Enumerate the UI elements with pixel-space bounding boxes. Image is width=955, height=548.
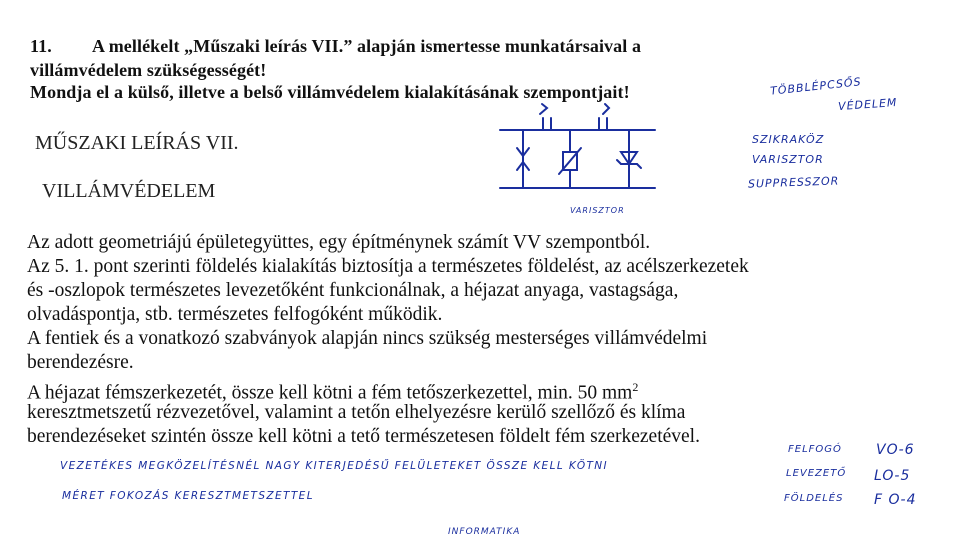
body-line-7-text: A héjazat fémszerkezetét, össze kell kötni a fém tetőszerkezettel, min. 50 mm bbox=[27, 382, 633, 404]
body-line-5: A fentiek és a vonatkozó szabványok alapján nincs szükség mesterséges villámvédelmi bbox=[27, 328, 708, 349]
body-line-9: berendezéseket szintén össze kell kötni a tető természetesen földelt fém szerkezetével. bbox=[27, 426, 700, 447]
diagram-label-varistor: VARISZTOR bbox=[570, 206, 625, 215]
legend-air-termination-label: FELFOGÓ bbox=[788, 444, 842, 455]
document-title: MŰSZAKI LEÍRÁS VII. bbox=[35, 132, 239, 154]
body-line-3: és -oszlopok természetes levezetőként funkcionálnak, a héjazat anyaga, vastagsága, bbox=[27, 280, 679, 301]
legend-down-conductor-code: LO-5 bbox=[874, 468, 911, 484]
legend-air-termination-code: VO-6 bbox=[876, 442, 915, 458]
question-text-1: A mellékelt „Műszaki leírás VII.” alapján ismertesse munkatársaival a bbox=[92, 36, 642, 56]
body-line-6: berendezésre. bbox=[27, 352, 134, 373]
legend-earthing-code: F O-4 bbox=[874, 492, 917, 508]
note-spark-gap: SZIKRAKÖZ bbox=[752, 133, 825, 146]
body-line-4: olvadáspontja, stb. természetes felfogóként működik. bbox=[27, 304, 443, 325]
question-line-2: villámvédelem szükségességét! bbox=[30, 60, 267, 80]
body-line-1: Az adott geometriájú épületegyüttes, egy építménynek számít VV szempontból. bbox=[27, 232, 651, 253]
superscript-2: 2 bbox=[632, 380, 639, 394]
note-multistage-protection-1: TÖBBLÉPCSŐS bbox=[769, 75, 863, 98]
document-subtitle: VILLÁMVÉDELEM bbox=[42, 180, 216, 202]
body-line-2: Az 5. 1. pont szerinti földelés kialakítás biztosítja a természetes földelést, az acélszerkezetek bbox=[27, 256, 749, 277]
body-line-7 bbox=[27, 376, 638, 405]
question-line-3: Mondja el a külső, illetve a belső villámvédelem kialakításának szempontjait! bbox=[30, 82, 630, 102]
question-number: 11. bbox=[30, 36, 52, 56]
legend-earthing-label: FÖLDELÉS bbox=[784, 493, 844, 504]
surge-protection-sketch bbox=[495, 100, 665, 210]
note-suppressor: SUPPRESSZOR bbox=[747, 174, 840, 191]
legend-down-conductor-label: LEVEZETŐ bbox=[786, 468, 847, 479]
note-varistor: VARISZTOR bbox=[752, 153, 824, 166]
body-line-8: keresztmetszetű rézvezetővel, valamint a tetőn elhelyezésre kerülő szellőző és klíma bbox=[27, 402, 686, 423]
note-informatics: INFORMATIKA bbox=[448, 527, 521, 537]
note-bottom-line-1: VEZETÉKES MEGKÖZELÍTÉSNÉL NAGY KITERJEDÉSŰ FELÜLETEKET ÖSSZE KELL KÖTNI bbox=[60, 460, 609, 472]
note-bottom-line-2: MÉRET FOKOZÁS KERESZTMETSZETTEL bbox=[62, 490, 314, 502]
note-multistage-protection-2: VÉDELEM bbox=[837, 95, 898, 114]
question-line-1 bbox=[30, 36, 641, 56]
